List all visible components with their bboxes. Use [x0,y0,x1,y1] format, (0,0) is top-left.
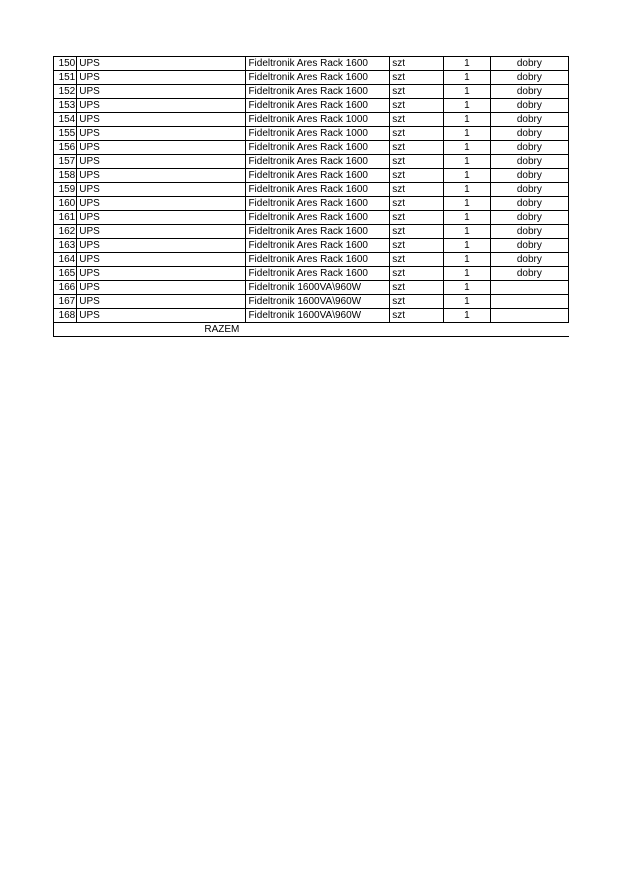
item-quantity: 1 [444,113,491,127]
item-unit: szt [390,211,444,225]
table-row [54,99,569,113]
item-model: Fideltronik Ares Rack 1000 [246,127,390,141]
item-model: Fideltronik 1600VA\960W [246,281,390,295]
item-unit: szt [390,99,444,113]
item-model: Fideltronik Ares Rack 1600 [246,239,390,253]
item-model: Fideltronik Ares Rack 1600 [246,169,390,183]
summary-empty [390,323,569,337]
item-condition: dobry [490,127,568,141]
table-row [54,267,569,281]
item-model: Fideltronik Ares Rack 1600 [246,267,390,281]
table-row [54,57,569,71]
item-model: Fideltronik Ares Rack 1000 [246,113,390,127]
item-quantity: 1 [444,197,491,211]
row-number: 152 [54,85,77,99]
table-body [54,57,569,323]
item-name: UPS [77,211,246,225]
row-number: 154 [54,113,77,127]
table-row [54,155,569,169]
item-unit: szt [390,85,444,99]
item-unit: szt [390,197,444,211]
item-name: UPS [77,169,246,183]
item-model: Fideltronik Ares Rack 1600 [246,197,390,211]
item-quantity: 1 [444,211,491,225]
item-model: Fideltronik Ares Rack 1600 [246,253,390,267]
table-row [54,253,569,267]
table-row [54,225,569,239]
item-name: UPS [77,127,246,141]
row-number: 163 [54,239,77,253]
row-number: 153 [54,99,77,113]
item-unit: szt [390,295,444,309]
item-condition [490,295,568,309]
item-unit: szt [390,155,444,169]
item-unit: szt [390,57,444,71]
item-quantity: 1 [444,309,491,323]
item-quantity: 1 [444,99,491,113]
item-name: UPS [77,85,246,99]
table-row [54,239,569,253]
table-row [54,281,569,295]
item-condition: dobry [490,239,568,253]
item-name: UPS [77,183,246,197]
item-quantity: 1 [444,169,491,183]
table-row [54,169,569,183]
item-condition: dobry [490,99,568,113]
item-model: Fideltronik Ares Rack 1600 [246,225,390,239]
summary-row [54,323,569,337]
item-name: UPS [77,141,246,155]
item-quantity: 1 [444,57,491,71]
row-number: 168 [54,309,77,323]
row-number: 165 [54,267,77,281]
item-name: UPS [77,71,246,85]
item-quantity: 1 [444,281,491,295]
row-number: 160 [54,197,77,211]
item-unit: szt [390,281,444,295]
item-name: UPS [77,113,246,127]
row-number: 161 [54,211,77,225]
table-row [54,127,569,141]
row-number: 164 [54,253,77,267]
table-row [54,197,569,211]
item-condition: dobry [490,253,568,267]
summary-label: RAZEM [54,323,390,337]
item-condition: dobry [490,197,568,211]
table-row [54,85,569,99]
item-name: UPS [77,197,246,211]
table-row [54,295,569,309]
row-number: 156 [54,141,77,155]
item-name: UPS [77,295,246,309]
item-name: UPS [77,99,246,113]
item-condition: dobry [490,211,568,225]
item-quantity: 1 [444,155,491,169]
item-quantity: 1 [444,85,491,99]
item-unit: szt [390,183,444,197]
item-condition: dobry [490,169,568,183]
item-unit: szt [390,225,444,239]
item-condition: dobry [490,225,568,239]
item-condition: dobry [490,267,568,281]
row-number: 167 [54,295,77,309]
item-model: Fideltronik Ares Rack 1600 [246,57,390,71]
row-number: 162 [54,225,77,239]
item-model: Fideltronik Ares Rack 1600 [246,141,390,155]
row-number: 158 [54,169,77,183]
item-name: UPS [77,309,246,323]
item-model: Fideltronik Ares Rack 1600 [246,211,390,225]
item-model: Fideltronik Ares Rack 1600 [246,71,390,85]
item-condition: dobry [490,183,568,197]
item-name: UPS [77,155,246,169]
item-unit: szt [390,169,444,183]
item-name: UPS [77,253,246,267]
item-condition: dobry [490,141,568,155]
item-model: Fideltronik 1600VA\960W [246,309,390,323]
item-condition [490,309,568,323]
item-model: Fideltronik Ares Rack 1600 [246,85,390,99]
table-row [54,113,569,127]
item-condition: dobry [490,57,568,71]
item-name: UPS [77,281,246,295]
item-condition: dobry [490,71,568,85]
row-number: 151 [54,71,77,85]
item-quantity: 1 [444,127,491,141]
item-name: UPS [77,239,246,253]
table-row [54,71,569,85]
item-name: UPS [77,225,246,239]
item-model: Fideltronik Ares Rack 1600 [246,155,390,169]
table-row [54,309,569,323]
row-number: 159 [54,183,77,197]
item-quantity: 1 [444,71,491,85]
item-unit: szt [390,239,444,253]
row-number: 150 [54,57,77,71]
item-quantity: 1 [444,183,491,197]
table-row [54,141,569,155]
item-unit: szt [390,267,444,281]
table-row [54,211,569,225]
row-number: 155 [54,127,77,141]
item-unit: szt [390,127,444,141]
item-unit: szt [390,71,444,85]
item-unit: szt [390,253,444,267]
item-condition [490,281,568,295]
item-quantity: 1 [444,239,491,253]
item-quantity: 1 [444,141,491,155]
item-condition: dobry [490,113,568,127]
item-quantity: 1 [444,253,491,267]
item-model: Fideltronik Ares Rack 1600 [246,99,390,113]
item-name: UPS [77,267,246,281]
item-condition: dobry [490,155,568,169]
row-number: 166 [54,281,77,295]
item-model: Fideltronik Ares Rack 1600 [246,183,390,197]
row-number: 157 [54,155,77,169]
item-quantity: 1 [444,225,491,239]
inventory-table [53,56,569,337]
item-model: Fideltronik 1600VA\960W [246,295,390,309]
item-unit: szt [390,309,444,323]
item-unit: szt [390,141,444,155]
item-name: UPS [77,57,246,71]
item-quantity: 1 [444,267,491,281]
item-quantity: 1 [444,295,491,309]
item-condition: dobry [490,85,568,99]
table-row [54,183,569,197]
item-unit: szt [390,113,444,127]
